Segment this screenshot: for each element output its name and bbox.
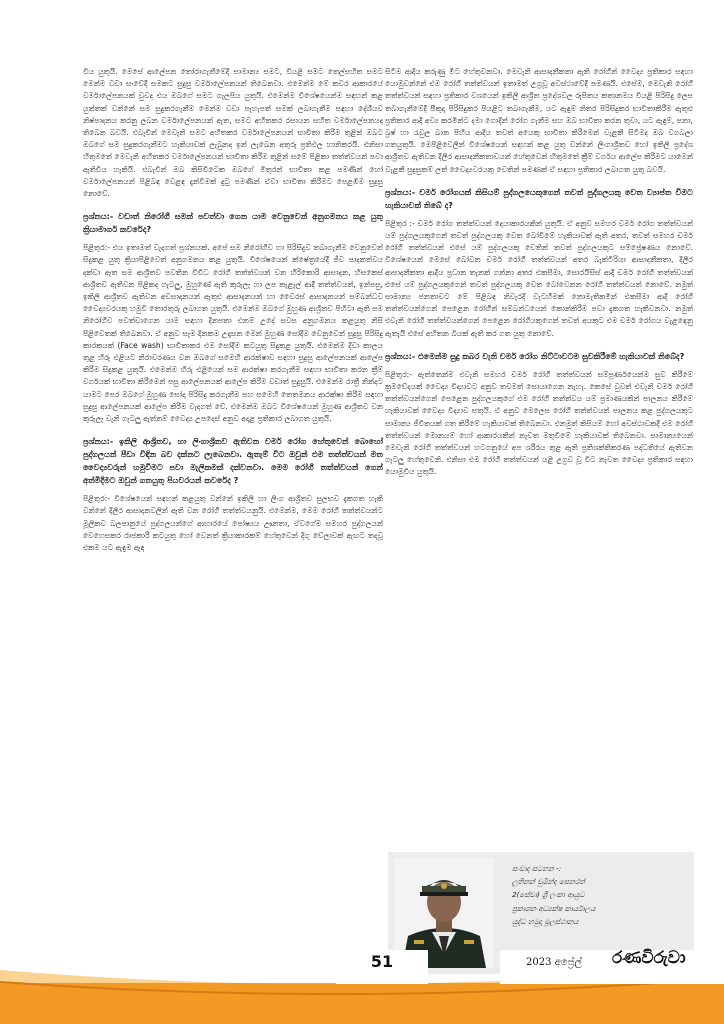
credit-headquarters: යුද්ධ හමුදා මූලස්ථානය	[512, 916, 579, 926]
page-number: 51	[370, 952, 394, 971]
left-column	[83, 66, 383, 559]
interview-answer: පිළිතුර:- විශේෂයෙන් සඳහන් කළයුතු වන්නේ ඉකිලි හා ලිංග ආශ්‍රිතව සුලභව දැකගත හැකි වන්නේ දිලීර ආසාදනවලින් ඇති වන රෝගී තත්ත්වයනුයි. එමෙන්ම, මෙම රෝගී තත්ත්වයන්ට මූලිකව බලපානුයේ පුද්ගලයන්ගේ ආහාරයේ පෝෂ්‍යය ඌනතා, ඒවගේම සමහර පුද්ගලයන් වෙහෙසකර රාජකාරී කටයුතු හෝ වෙනත් ක්‍රියාකාරකම් හේතුවෙන් දිගු වේලාවක් ඇඟට තදවූ එකම යට ඇඳුම ඇඳ	[83, 494, 383, 553]
author-credit-text	[512, 862, 688, 928]
interview-question: ප්‍රශ්නය:- චර්ම රෝගයක් කිසියම් පුද්ගලයෙකුගෙන් තවත් පුද්ගලයකු වෙත ව්‍යාප්ත වීමට හැකියාවක් තිබේ ද?	[385, 186, 693, 210]
interview-answer: පිළිතුර:- ඇත්තෙන්ම එවැනි සමහර චර්ම රෝගී තත්ත්වයන් සම්පූර්ණයෙන්ම සුව කිරීමේ ක්‍රමවේදයක් වෛද්‍ය විද්‍යාවට අනුව තවමත් සොයාගෙන නැහැ. කෙසේ වුවත් එවැනි චර්ම රෝගී තත්ත්වයන්ගෙන් පෙළෙන පුද්ගලයකුගේ එම රෝගී තත්ත්වය යම් ප්‍රමාණයකින් පාලනය කිරීමේ හැකියාවක් වෛද්‍ය විද්‍යාව සතුයි. ඒ අනුව මෙලෙස රෝගී තත්ත්වයන් පාලනය කළ පුද්ගලයකුට සාමාන්‍ය ජීවිතයක් ගත කිරීමේ හැකියාවක් තිබෙනවා. එනමුත් කිසියම් හෝ අවස්ථාවකදී එම රෝගී තත්ත්වයන් මොනයම් හෝ ආකාරයකින් නැවත මතුවීමේ හැකියාවක් තිබෙනවා. සාමාන්‍යයෙන් මෙවැනි රෝගී තත්ත්වයන් හටගනුයේ අප ශරීරය තුළ ඇති ප්‍රතිශක්තිකරණ පද්ධතියේ ඇතිවන ගැටලු හේතුවෙනි. එනිසා එම රෝගී තත්ත්වයන් යළි උග්‍රව වූ විට නැවත වෛද්‍ය ප්‍රතිකාර සඳහා යොමුවිය යුතුයි.	[385, 369, 693, 477]
credit-author-name: ලුතිනන් වුමින්ද සෙනරත්	[512, 877, 586, 887]
interview-answer: පිළිතුර :- චර්ම රෝග තත්ත්වයන් දෙයාකාරයකින් යුතුයි. ඒ අනුව සමහර වර්ම රෝග තත්ත්වයන් යම් පුද්ගලයකුගෙන් තවත් පුද්ගලයකු වෙත බෝවීමේ හැකියාවක් ඇති අතර, තවත් සමහර චර්ම රෝගී තත්ත්වයන් එසේ යම් පුද්ගලයකු වෙතින් තවත් පුද්ගලයකුට සම්ප්‍රේෂණය නොවේ. විශේෂයෙන් මෙසේ බෝවන චර්ම රෝගී තත්ත්වයන් අතර බැක්ටීරියා ආසාදනීකතා, දිලීර ආසාදනීකතා ආදිය ප්‍රධාන තැනක් ගන්නා අතර එකසීමා, සොරයිසිස් ආදී චර්ම රෝගී තත්ත්වයන් එසේ යම් පුද්ගලයකුගෙන් තවත් පුද්ගලයකු වෙත බෝවෙනන රෝගී තත්ත්වයන් නොවේ. නමුත් සාමාන්‍ය ජනතාවට මේ පිළිබඳ නිවැරදි වැටහීමක් නොමැතිකමින් එකසීමා ආදී රෝගී තත්ත්වයන්ගෙන් පෙළෙන රෝගීන් සම්බන්ධයෙන් කොන්කිරීම පවා දැකගත හැකිවනවා. නමුත් එවැනි රෝගී තත්ත්වයන්ගෙන් පෙළෙන රෝගියකුගෙන් තවත් අයකුට එම චර්ම රෝගය වැළඳෙනු ඇතැයි එසේ අහිතන බියක් ඇති කර ගත යුතු නොවේ.	[385, 218, 693, 338]
body-paragraph: විය යුතුයි. මෙසේ ආලේපන තෝරාගැනීමේදී සාමාන්‍ය සමට, වියළි සමට තෙල්සහිත සමට මෙන්ම වඩා සංවේදී සමකට සුදුසු වර්මාලේපනයන් තිබෙනවා. එමෙන්ම මේ කවර ආකාරයේ වර්මාලේපනයක් වුවද එය ඔබගේ සමට ගැලපිය යුතුයි. එමෙන්ම විශේෂයෙන්ම සඳහන් කළ යුත්තක් වන්නේ සම සුදුකරගැනීම මෙන්ම වඩා පැහැපත් සමක් ලබාගැනීම සඳහා දේශීයව නිෂ්පාදනය කරනු ලබන වර්මාලේපනයන් ඇත, සමට අහිතකර රසායන සහිත වර්මාලේපනයද තිබෙන බවයි. එබැවින් මෙවැනි සමට අහිතකර වර්මාලේපනයන් භාවිතා කිරීම තුළින් ඔබට ඔබගේ සම සුදුකරගැනීමට හැකියාවක් ලැබුනද ඉන් ලැබෙන අතුරු ප්‍රතිඵල හානිකරයි. එනිසා හිතුමතේ මෙවැනි අහිතකර වර්මාලේපනයන් භාවිතා කිරීම තුළින් සමේ පිළිකා තත්ත්වයන් පවා ඇතිවිය හැකියි. එබැවින් ඔබ කිසිවිටෙක ඔබගේ මිතුරන් භාවිතා කළ පමණින් හෝ වර්මාලේපනයන් පිළිබඳ වෙළඳ දැන්වීමක් දුටු පමණින් ඒවා භාවිතා කිරීමට පෙළඹීම සුදුසු නොවේ.	[83, 67, 383, 199]
interview-question: ප්‍රශ්නය:- එමෙන්ම සුදු කබර වැනි චර්ම රෝග නිට්ටාවටම සුවකිරීමේ හැකියාවක් තිබේද?	[385, 350, 685, 361]
magazine-masthead-logo: රණවිරුවා	[612, 948, 686, 968]
right-column	[385, 66, 693, 484]
interview-question: ප්‍රශ්නය:- ඉකිලි ආශ්‍රිතව, හා ලිංගාශ්‍රිතව ඇතිවන චර්ම රෝග හේතුවෙන් බොහෝ පුද්ගලයන් පීඩා විඳින බව දක්නට ලැබෙනවා. ඇතැම් විට ඔවුන් එම තත්ත්වයන් මත වෛද්‍යවරුන් හමුවීමට පවා මැලිකමක් දක්වනවා. මෙම රෝගී තත්ත්වයන් ගෙන් අත්මිදීමට ඔවුන් ගතයුතු පියවරයන් කවරේද ?	[83, 436, 383, 486]
interview-answer: පිළිතුර:- එය ඉතාමත් වැදගත් ප්‍රශ්නයක්. අපේ සම නිරෝගීව හා පිරිසිදුව තබාගැනීම වෙනුවෙන් සිදුකළ යුතු ක්‍රියාපිළිවෙත් අනුගමනය කළ යුතුයි. විශේෂයෙන් ක්ෂේත්‍රයේදී ජීව පාදකත්වය දක්වා ඇත සම ආශ්‍රිතව පවතින විවිධ රෝගී තත්ත්වයන් වන හිරිකොරි ආසාදන, හිසකෙස් ආශ්‍රිතව ඇතිවන පිළිකද ගැටලු, මුහුණේ ඇති කුරුලෑ හා ලප කැළැල් ආදී තත්ත්වයන්, ඉන්පසු, ඉකිලි ආශ්‍රිතව ඇතිවන අවසාදනයන් ඇතුළු ආසාදනයන් හා වෛරස් ආසාදනයන් සම්බන්ධව වෛද්‍යවරයකු හමුවී තොරතුරු ලබාගත යුතුයි. එමෙන්ම ඔබගේ මුහුණ ආශ්‍රිතව පිහිටා ඇති සම නිරෝගීව පවත්වාගෙන යාම සඳහා දිනපතා එනම් උදේ සවස අනුගමනය කළයුතු නිසි පිළිවෙතක් තිබෙනවා. ඒ අනුව සෑම දිනකම උදෑසන මෙන් මුහුණ සෝදීම වෙනුවෙන් සුදුසු පිරිසිදු කාරකයක් (Face wash) භාවිතාකර එම සෝදීම කටයුතු සිදුකළ යුතුයි. එමෙන්ම දිවා කාලය තුළ හිරු එළියට නිරාවරණය වන ඔබගේ සමෙහි ආරක්ෂාව සඳහා සුදුසු ආලේපනයක් ආලේප කිරීම සිදුකළ යුතුයි. එමෙන්ම හිරු එළියෙන් සම ආරක්ෂා කරගැනීම සඳහා භාවිතා කරන ක්‍රීම් වර්ගයක් භාවිතා කිරීමෙන් පසු ආලේපනයක් ආලේප කිරීම වඩාත් සුදුසුයි. එමෙන්ම රාත්‍රී නින්දට යාමට පෙර ඔබගේ මුහුණ සෝදා පිරිසිදු කරගැනීම සහ සමෙහි තෙතමනය ආරක්ෂා කිරීම සඳහා සුදුසු ආලේපනයක් ආලේප කිරීම වැදගත් වේ. එමෙන්ම ඔබට විශේෂයෙන් මුහුණ ආශ්‍රිතව වන කුරුලෑ වැනි ගැටලු ඇත්නම් වෛද්‍ය උපදෙස් අනුව අදාළ ප්‍රතිකාර ලබාගත යුතුයි.	[83, 243, 383, 424]
body-paragraph: සිටීම ආදිය කරුණු මීට හේතුවනවා. මෙවැනි ආසාදනීකතා ඇති රෝගීන් වෛද්‍ය ප්‍රතිකාර සඳහා යොමුවන්නේ එම රෝගී තත්ත්වයන් ඉතාමත් උග්‍රවූ අවස්ථාවේදී පමණයි. එසේම, මෙවැනි රෝගී තත්ත්වයන් සඳහා ප්‍රතිකාර වශයෙන් ඉකිලි ආශ්‍රිත ප්‍රදේශවල රූපිතය කතානමය වියළි පිරිසිදු ලෙස තබාගැනීමේදී පීකුදා පිරිසිදුකර පියළිට තබාගැනීම, යට ඇඳුම් නිතර පිරිසිදුකර භාවිතාකිරීම ඇතුළු ප්‍රතිකාර ආදී අව්‍ය කරමින්ට දමා ගොදින් රෝග ගැනීම සහ ඔබ භාවිතා කරන තුවා, යට ඇඳුම්, පනා, බ්‍රෂ් හා රැවුල බාන පිහිය ආදිය තවත් අයෙකු භාවිතා කිරීමෙන් වැළකී සිටීමද ඔබ වගබලා ගතයුතුයි. මෙපිළිවෙලින් විශේෂයෙන් සඳහන් කළ යුතු වන්නේ ලිංගාශ්‍රිතව හෝ ඉකිලි ප්‍රදේශ ආශ්‍රිතව ඇතිවන දිලීර ආසාදනීකතාවයන් හේතුවෙන් හිතුමතේ ක්‍රීම් වර්ගය ආලේප කිරීමට යාමෙන් වැළකී සුදුසුකම් ලත් වෛද්‍යවරයකු වෙතින් පමණක් ඒ සඳහා ප්‍රතිකාර ලබාගත යුතු බවයි.	[385, 67, 693, 174]
credit-unit: 2(සේවා) ශ්‍රී ලංකා ආයුධ	[512, 890, 585, 900]
credit-office: ප්‍රකාශන අධ්‍යක්ෂ කාර්යාලය	[512, 903, 596, 913]
credit-heading: සංවාද සටහන -:	[512, 864, 562, 873]
interview-question: ප්‍රශ්නය:- වඩාත් නිරෝගී සමක් පවත්වා ගෙන යාම වෙනුවෙන් අනුගමනය කළ යුතු ක්‍රියාමාර්ග කවරේද?	[83, 211, 383, 235]
footer-swoosh-graphic	[0, 930, 724, 1024]
issue-date: 2023 අප්‍රේල්	[526, 957, 582, 968]
